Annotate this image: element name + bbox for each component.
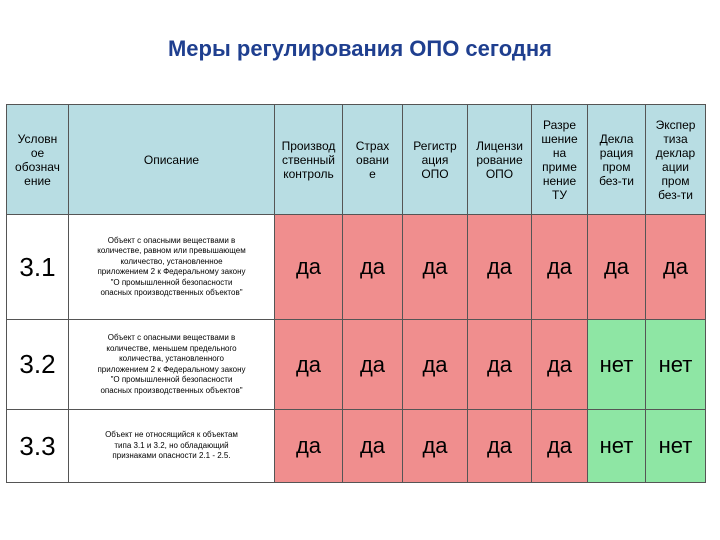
header-registration: Регистр ация ОПО xyxy=(403,105,468,215)
value-cell: да xyxy=(532,215,588,320)
value-cell: да xyxy=(343,410,403,483)
value-cell: да xyxy=(468,320,532,410)
value-cell: да xyxy=(403,410,468,483)
header-row xyxy=(7,105,706,215)
value-cell: да xyxy=(468,410,532,483)
header-permit: Разре шение на приме нение ТУ xyxy=(532,105,588,215)
value-cell: нет xyxy=(588,320,646,410)
value-cell: нет xyxy=(588,410,646,483)
value-cell: да xyxy=(532,320,588,410)
value-cell: да xyxy=(275,215,343,320)
row-code: 3.2 xyxy=(7,320,69,410)
value-cell: да xyxy=(343,215,403,320)
header-production-control: Производ ственный контроль xyxy=(275,105,343,215)
value-cell: да xyxy=(468,215,532,320)
value-cell: да xyxy=(275,410,343,483)
row-description: Объект с опасными веществами в количестве, равном или превышающем количество, установленное приложением 2 к Федеральному закону "О промышленной безопасности опасных производственных объектов" xyxy=(69,215,275,320)
header-description: Описание xyxy=(69,105,275,215)
header-expertise: Экспер тиза деклар ации пром без-ти xyxy=(646,105,706,215)
value-cell: да xyxy=(403,320,468,410)
table-row xyxy=(7,410,706,483)
header-licensing: Лицензи рование ОПО xyxy=(468,105,532,215)
table-row xyxy=(7,215,706,320)
page-title: Меры регулирования ОПО сегодня xyxy=(167,36,553,61)
value-cell: да xyxy=(588,215,646,320)
header-insurance: Страх овани е xyxy=(343,105,403,215)
header-code: Условн ое обознач ение xyxy=(7,105,69,215)
row-description: Объект не относящийся к объектам типа 3.1 и 3.2, но обладающий признаками опасности 2.1 - 2.5. xyxy=(69,410,275,483)
value-cell: нет xyxy=(646,320,706,410)
value-cell: да xyxy=(532,410,588,483)
value-cell: нет xyxy=(646,410,706,483)
regulation-table xyxy=(6,104,706,483)
row-code: 3.3 xyxy=(7,410,69,483)
value-cell: да xyxy=(646,215,706,320)
row-code: 3.1 xyxy=(7,215,69,320)
row-description: Объект с опасными веществами в количестве, меньшем предельного количества, установленного приложением 2 к Федеральному закону "О промышленной безопасности опасных производственных объектов" xyxy=(69,320,275,410)
header-declaration: Декла рация пром без-ти xyxy=(588,105,646,215)
value-cell: да xyxy=(343,320,403,410)
value-cell: да xyxy=(403,215,468,320)
table-row xyxy=(7,320,706,410)
value-cell: да xyxy=(275,320,343,410)
